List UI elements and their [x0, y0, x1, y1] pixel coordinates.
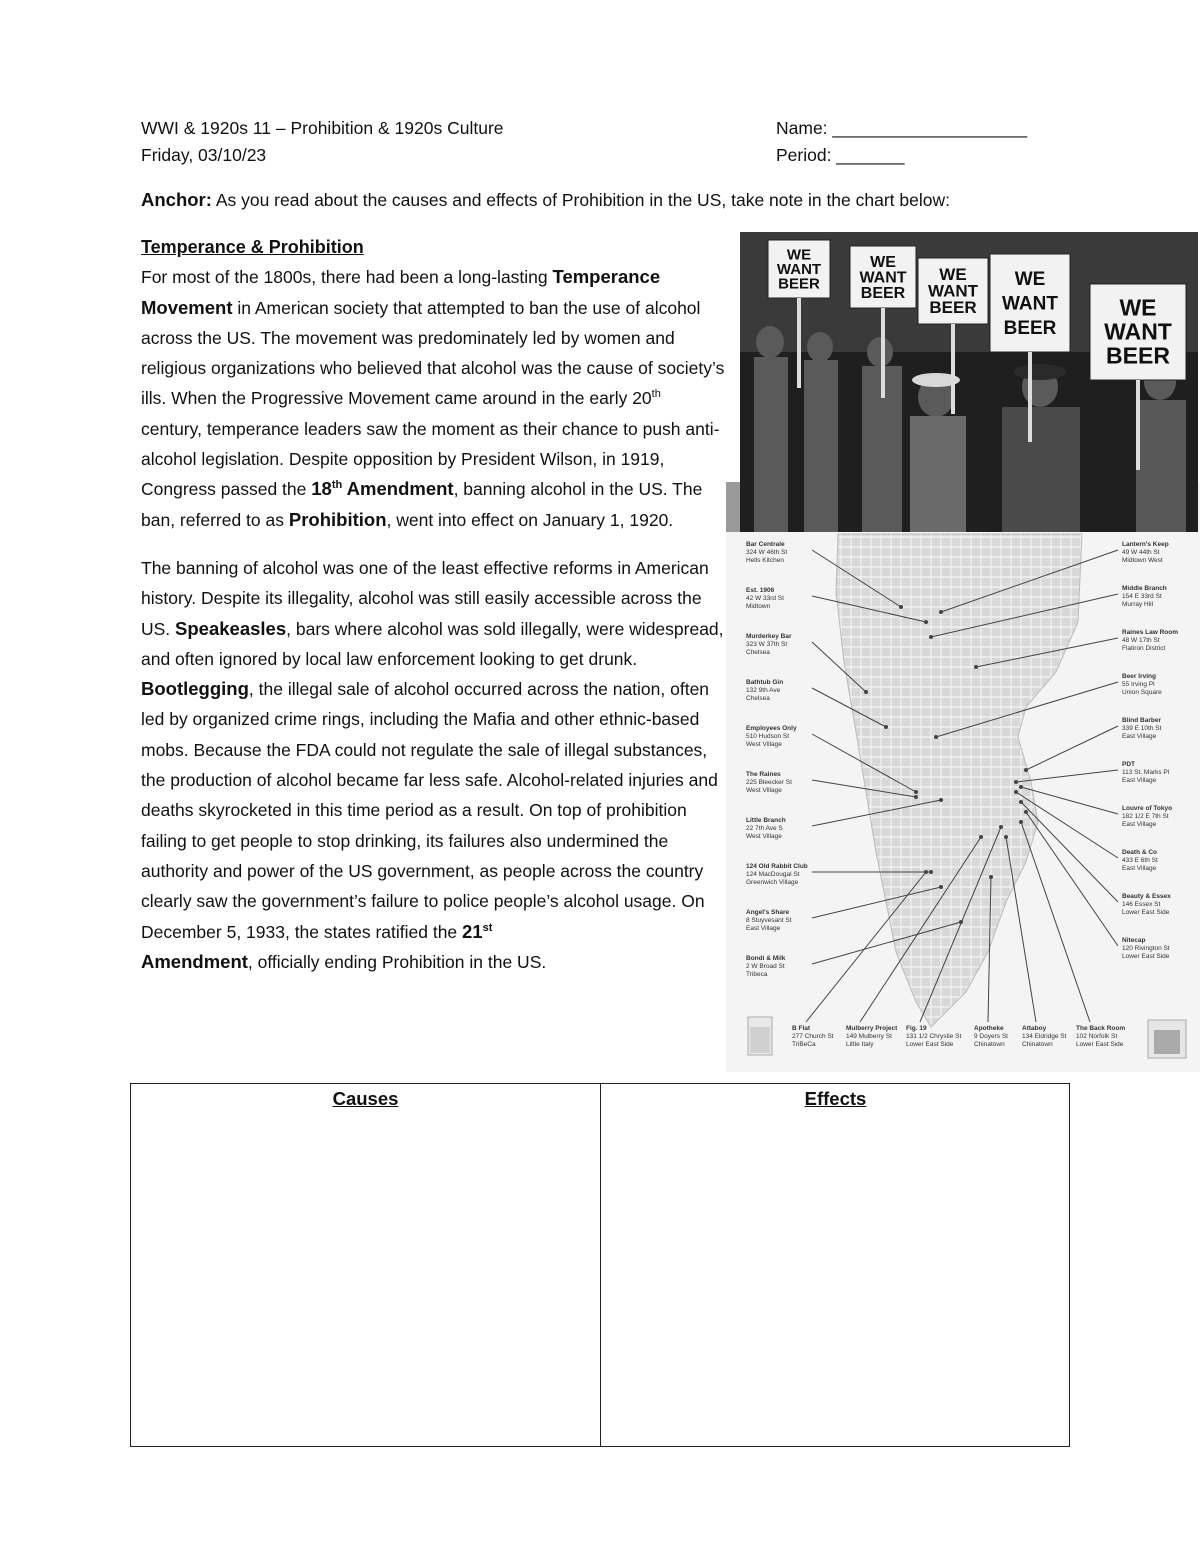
- term-18th-amendment: 18th Amendment: [311, 478, 454, 500]
- map-location-dot: [924, 870, 928, 874]
- manhattan-island: [836, 534, 1082, 1027]
- svg-text:WE: WE: [786, 246, 812, 264]
- map-leader-line: [1026, 726, 1118, 770]
- section-heading: Temperance & Prohibition: [141, 237, 364, 257]
- term-prohibition: Prohibition: [288, 508, 387, 530]
- svg-text:WANT: WANT: [859, 269, 907, 287]
- map-label-right: Beauty & Essex 146 Essex St Lower East Side: [1122, 893, 1171, 916]
- svg-text:BEER: BEER: [1106, 342, 1170, 369]
- worksheet-title: WWI & 1920s 11 – Prohibition & 1920s Culture: [141, 118, 504, 138]
- map-location-dot: [999, 825, 1003, 829]
- worksheet-date: Friday, 03/10/23: [141, 145, 267, 165]
- causes-column[interactable]: [131, 1084, 600, 1446]
- map-location-dot: [1019, 820, 1023, 824]
- manhattan-map-graphic: [726, 482, 1200, 1072]
- map-label-left: Employees Only 510 Hudson St West Village: [746, 725, 797, 748]
- map-label-bottom: Attaboy 134 Eldridge St Chinatown: [1022, 1025, 1067, 1048]
- map-leader-line: [1026, 812, 1118, 946]
- svg-text:WANT: WANT: [776, 261, 822, 278]
- map-label-right: Lantern's Keep 49 W 44th St Midtown West: [1122, 541, 1169, 564]
- map-label-right: PDT 113 St. Marks Pl East Village: [1122, 761, 1170, 784]
- we-want-beer-protest-photo: [740, 232, 1198, 532]
- map-label-bottom: The Back Room 102 Norfolk St Lower East Side: [1076, 1025, 1126, 1048]
- paragraph-temperance: For most of the 1800s, there had been a long-lasting Temperance Movement in American society that attempted to ban the use of alcohol across the US. The movement was predominately led by women and religious organizations who believed that alcohol was the cause of society’s ills. When the Progressive Movement came around in the early 20th century, temperance leaders saw the moment as their chance to push anti-alcohol legislation. Despite opposition by President Wilson, in 1919, Congress passed the 18th Amendment, banning alcohol in the US. The ban, referred to as Prohibition, went into effect on January 1, 1920.: [141, 266, 725, 530]
- svg-text:BEER: BEER: [778, 275, 820, 293]
- svg-text:WE: WE: [1119, 294, 1157, 321]
- map-location-dot: [884, 725, 888, 729]
- term-bootlegging: Bootlegging: [141, 678, 249, 700]
- map-label-left: The Raines 225 Bleecker St West Village: [746, 771, 792, 794]
- svg-text:BEER: BEER: [860, 284, 906, 302]
- map-location-dot: [914, 795, 918, 799]
- map-location-dot: [914, 790, 918, 794]
- map-location-dot: [864, 690, 868, 694]
- term-speakeasies: Speakeasles: [175, 617, 287, 639]
- map-location-dot: [939, 798, 943, 802]
- map-location-dot: [899, 605, 903, 609]
- svg-text:WE: WE: [939, 265, 967, 285]
- map-label-right: Raines Law Room 48 W 17th St Flatiron District: [1122, 629, 1178, 652]
- paragraph-effects: The banning of alcohol was one of the least effective reforms in American history. Despite its illegality, alcohol was still easily accessible across the US. Speakeasles, bars where alcohol was sold illegally, were widespread, and often ignored by local law enforcement looking to get drunk. Bootlegging, the illegal sale of alcohol occurred across the nation, often led by organized crime rings, including the Mafia and other ethnic-based mobs. Because the FDA could not regulate the sale of illegal substances, the production of alcohol became far less safe. Alcohol-related injuries and deaths skyrocketed in this time period as a result. On top of prohibition failing to get people to stop drinking, its failures also undermined the authority and power of the US government, as people across the country clearly saw the government’s failure to police people’s alcohol usage. On December 5, 1933, the states ratified the 21st Amendment, officially ending Prohibition in the US.: [141, 557, 724, 972]
- map-location-dot: [989, 875, 993, 879]
- anchor-label: Anchor:: [141, 189, 212, 210]
- svg-text:BEER: BEER: [1003, 317, 1057, 339]
- reading-section: [141, 232, 726, 977]
- term-temperance-movement: Temperance Movement: [141, 266, 661, 318]
- svg-text:WANT: WANT: [1104, 318, 1172, 345]
- map-location-dot: [939, 885, 943, 889]
- cocktail-glass-icon-left: [748, 1017, 772, 1055]
- map-label-left: Angel's Share 8 Stuyvesant St East Village: [746, 909, 792, 932]
- map-label-right: Beer Irving 55 Irving Pl Union Square: [1122, 673, 1162, 696]
- map-label-left: Little Branch 22 7th Ave S West Village: [746, 817, 786, 840]
- causes-effects-chart: [130, 1083, 1070, 1447]
- effects-header: Effects: [804, 1088, 867, 1109]
- map-location-dot: [929, 635, 933, 639]
- map-location-dot: [1019, 800, 1023, 804]
- map-label-left: Murderkey Bar 323 W 37th St Chelsea: [746, 633, 792, 656]
- map-location-dot: [1019, 785, 1023, 789]
- effects-column[interactable]: [600, 1084, 1070, 1446]
- map-label-left: Bondi & Milk 2 W Broad St Tribeca: [746, 955, 786, 978]
- anchor-text: As you read about the causes and effects of Prohibition in the US, take note in the chart below:: [211, 190, 950, 210]
- cocktail-glass-icon-right: [1148, 1020, 1186, 1058]
- map-location-dot: [979, 835, 983, 839]
- speakeasy-map: [726, 482, 1200, 1072]
- map-label-bottom: B Flat 277 Church St TriBeCa: [792, 1025, 834, 1048]
- map-leader-line: [1021, 802, 1118, 902]
- svg-text:WANT: WANT: [1002, 293, 1058, 315]
- map-location-dot: [1014, 790, 1018, 794]
- map-location-dot: [929, 870, 933, 874]
- map-location-dot: [1004, 835, 1008, 839]
- map-label-bottom: Apotheke 9 Doyers St Chinatown: [974, 1025, 1008, 1048]
- map-location-dot: [1014, 780, 1018, 784]
- map-location-dot: [924, 620, 928, 624]
- svg-text:WANT: WANT: [927, 281, 979, 301]
- map-location-dot: [974, 665, 978, 669]
- map-label-left: Est. 1906 42 W 33rd St Midtown: [746, 587, 784, 610]
- map-label-left: Bar Centrale 324 W 46th St Hells Kitchen: [746, 541, 788, 564]
- map-label-left: Bathtub Gin 132 9th Ave Chelsea: [746, 679, 784, 702]
- svg-text:WE: WE: [1014, 268, 1046, 290]
- map-label-bottom: Fig. 19 131 1/2 Chrystie St Lower East Side: [906, 1025, 962, 1048]
- map-label-right: Nitecap 120 Rivington St Lower East Side: [1122, 937, 1170, 960]
- term-21st-amendment-word: Amendment: [141, 950, 248, 972]
- map-location-dot: [959, 920, 963, 924]
- map-location-dot: [934, 735, 938, 739]
- map-label-left: 124 Old Rabbit Club 124 MacDougal St Greenwich Village: [746, 863, 808, 886]
- svg-text:WE: WE: [870, 253, 896, 271]
- map-label-right: Blind Barber 339 E 10th St East Village: [1122, 717, 1162, 740]
- map-location-dot: [1024, 810, 1028, 814]
- name-field[interactable]: Name: ____________________: [776, 118, 1028, 138]
- anchor-instruction: [141, 189, 1141, 211]
- svg-text:BEER: BEER: [929, 298, 977, 318]
- period-field[interactable]: Period: _______: [776, 145, 905, 165]
- map-label-right: Middle Branch 154 E 33rd St Murray Hill: [1122, 585, 1167, 608]
- map-location-dot: [939, 610, 943, 614]
- map-label-bottom: Mulberry Project 149 Mulberry St Little Italy: [846, 1025, 898, 1048]
- map-leader-line: [1016, 770, 1118, 782]
- map-label-right: Louvre of Tokyo 182 1/2 E 7th St East Village: [1122, 805, 1173, 828]
- term-21st-amendment-number: 21st: [462, 920, 493, 942]
- map-location-dot: [1024, 768, 1028, 772]
- map-label-right: Death & Co 433 E 6th St East Village: [1122, 849, 1158, 872]
- causes-header: Causes: [332, 1088, 399, 1109]
